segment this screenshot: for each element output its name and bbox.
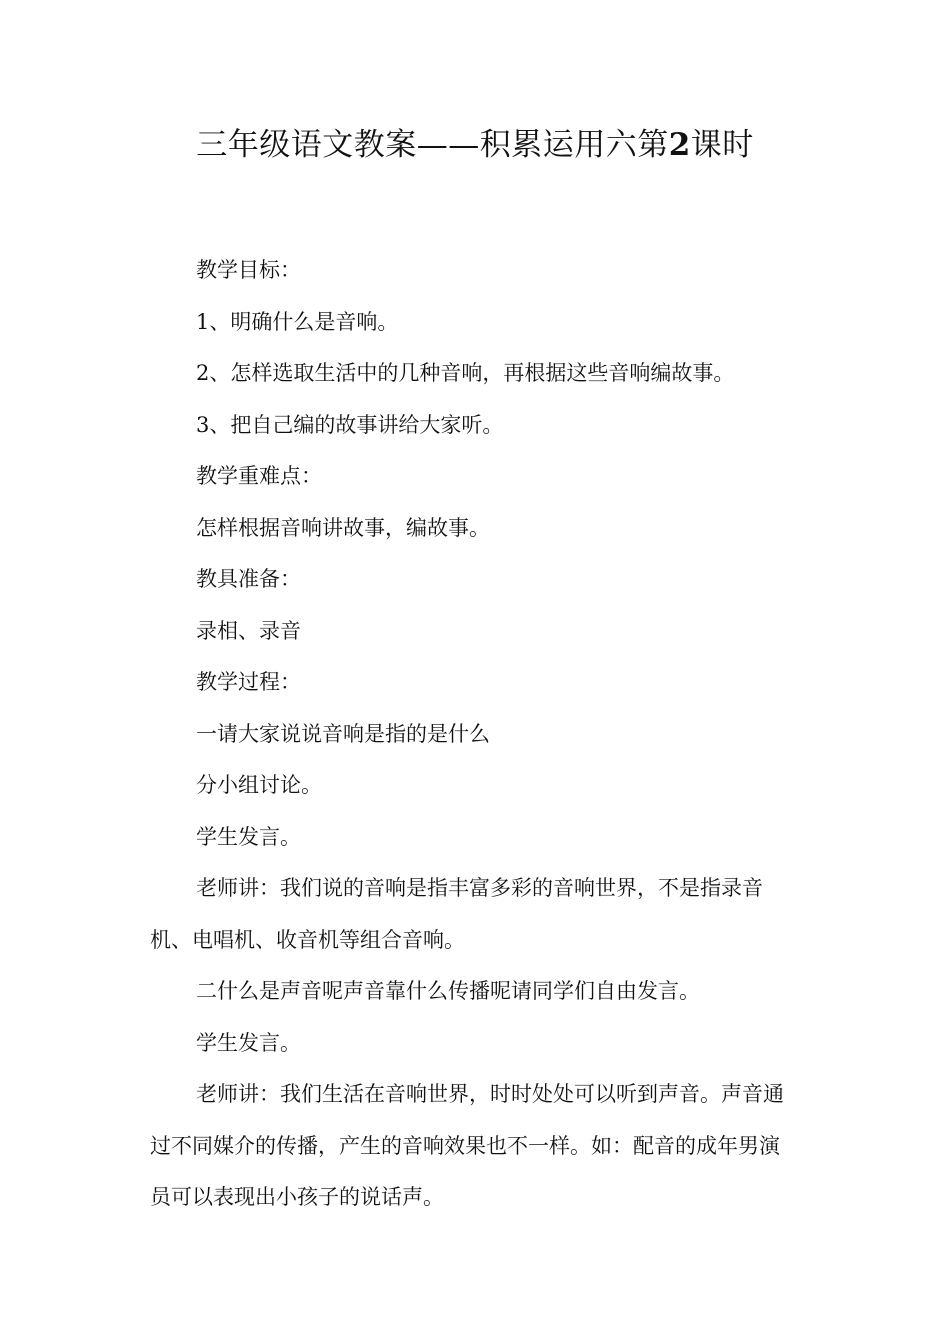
paragraph-process-heading: 教学过程： (196, 670, 301, 694)
paragraph-objective-1: 1、明确什么是音响。 (196, 309, 399, 334)
paragraph-materials: 录相、录音 (196, 618, 301, 643)
title-suffix: 课时 (690, 127, 754, 163)
paragraph-teacher-talk-2: 老师讲：我们生活在音响世界，时时处处可以听到声音。声音通过不同媒介的传播，产生的音响效果也不一样。如：配音的成年男演员可以表现出小孩子的说话声。 (150, 1082, 784, 1209)
paragraph-objective-2: 2、怎样选取生活中的几种音响，再根据这些音响编故事。 (196, 361, 735, 385)
paragraph-student-speech-1: 学生发言。 (196, 824, 301, 849)
paragraph-student-speech-2: 学生发言。 (196, 1030, 301, 1055)
paragraph-keypoints: 怎样根据音响讲故事，编故事。 (196, 515, 490, 540)
document-title (0, 122, 950, 168)
paragraph-keypoints-heading: 教学重难点： (196, 464, 322, 488)
paragraph-materials-heading: 教具准备： (196, 567, 301, 591)
title-prefix: 三年级语文教案——积累运用六第 (196, 127, 669, 163)
paragraph-step-1: 一请大家说说音响是指的是什么 (196, 721, 490, 746)
paragraph-group-discussion: 分小组讨论。 (196, 773, 322, 797)
paragraph-teacher-talk-1: 老师讲：我们说的音响是指丰富多彩的音响世界，不是指录音机、电唱机、收音机等组合音响。 (150, 876, 763, 952)
title-number: 2 (668, 127, 691, 163)
paragraph-objectives-heading: 教学目标： (196, 258, 301, 282)
document-body (150, 245, 800, 1224)
paragraph-objective-3: 3、把自己编的故事讲给大家听。 (196, 412, 504, 437)
paragraph-step-2: 二什么是声音呢声音靠什么传播呢请同学们自由发言。 (196, 979, 700, 1003)
